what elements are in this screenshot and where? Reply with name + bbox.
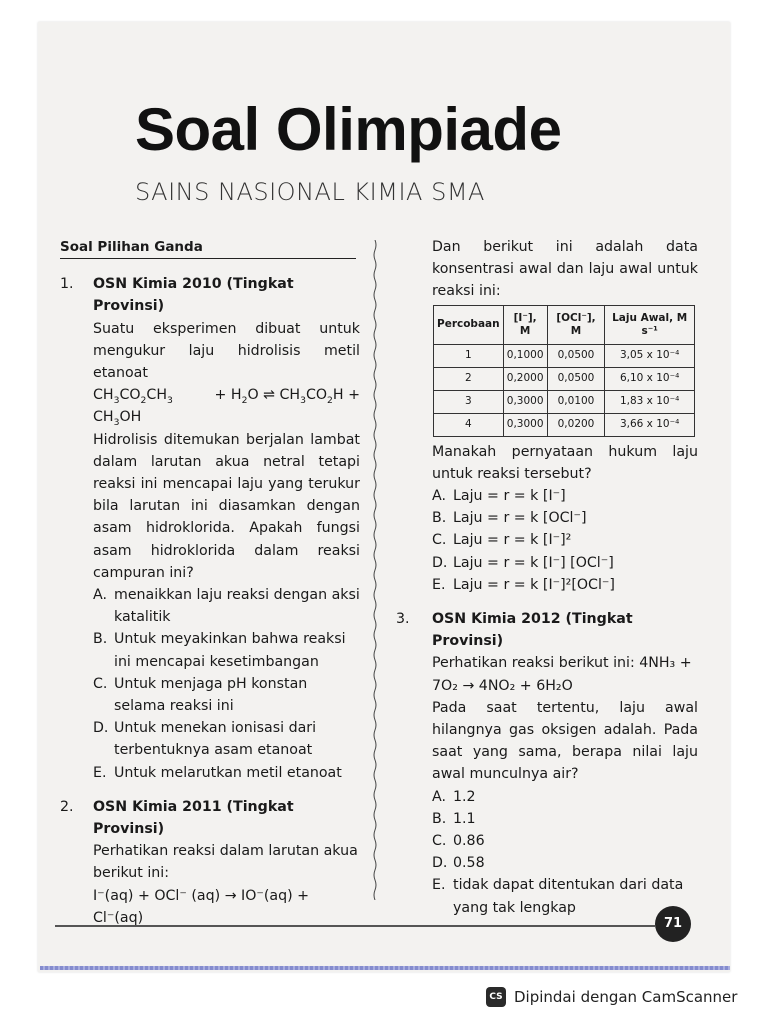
option-letter: E. bbox=[432, 877, 446, 894]
option-letter: B. bbox=[432, 510, 447, 527]
left-column bbox=[60, 236, 360, 937]
table-cell: 3 bbox=[434, 390, 504, 413]
eq-sub: 2 bbox=[241, 395, 248, 407]
option-d[interactable] bbox=[432, 552, 698, 574]
camscanner-watermark bbox=[486, 986, 737, 1008]
question-2-continued: Dan berikut ini adalah data konsentrasi awal dan laju awal untuk reaksi ini: bbox=[432, 239, 698, 300]
option-text: menaikkan laju reaksi dengan aksi katalitik bbox=[114, 587, 360, 626]
question-2-question: Manakah pernyataan hukum laju untuk reaksi tersebut? bbox=[432, 443, 698, 482]
table-cell: 0,2000 bbox=[503, 367, 547, 390]
question-2-intro: Perhatikan reaksi dalam larutan akua berikut ini: bbox=[93, 843, 358, 882]
scan-edge bbox=[40, 966, 730, 970]
question-1 bbox=[60, 273, 360, 784]
table-cell: 0,0100 bbox=[547, 390, 605, 413]
table-cell: 1,83 x 10⁻⁴ bbox=[605, 390, 695, 413]
option-b[interactable] bbox=[432, 808, 698, 830]
question-3-body: Pada saat tertentu, laju awal hilangnya gas oksigen adalah. Pada saat yang sama, berapa nilai laju awal munculnya air? bbox=[432, 699, 698, 783]
option-letter: C. bbox=[432, 532, 447, 549]
option-letter: D. bbox=[432, 855, 448, 872]
question-3-number: 3. bbox=[396, 611, 410, 628]
table-cell: 0,0500 bbox=[547, 367, 605, 390]
option-a[interactable] bbox=[432, 786, 698, 808]
option-c[interactable] bbox=[93, 673, 360, 717]
table-header-row bbox=[434, 305, 695, 344]
option-a[interactable] bbox=[93, 584, 360, 628]
table-cell: 4 bbox=[434, 413, 504, 436]
page-subtitle: SAINS NASIONAL KIMIA SMA bbox=[135, 178, 485, 206]
option-letter: E. bbox=[432, 576, 446, 593]
question-2 bbox=[60, 796, 360, 929]
table-header: [I⁻], M bbox=[503, 305, 547, 344]
table-row bbox=[434, 390, 695, 413]
option-d[interactable] bbox=[432, 852, 698, 874]
question-3 bbox=[396, 608, 698, 919]
table-cell: 6,10 x 10⁻⁴ bbox=[605, 367, 695, 390]
section-rule bbox=[60, 258, 356, 259]
question-2-answers bbox=[432, 441, 698, 596]
camscanner-logo-icon: CS bbox=[486, 987, 506, 1007]
eq-part: CO bbox=[305, 387, 328, 404]
option-text: Laju = r = k [I⁻]²[OCl⁻] bbox=[453, 576, 615, 593]
question-2-equation: I⁻(aq) + OCl⁻ (aq) → IO⁻(aq) + Cl⁻(aq) bbox=[93, 887, 310, 926]
option-text: Untuk menjaga pH konstan selama reaksi ini bbox=[114, 675, 308, 715]
option-letter: B. bbox=[93, 631, 108, 648]
option-text: 0.86 bbox=[453, 833, 485, 850]
option-text: Laju = r = k [OCl⁻] bbox=[453, 510, 587, 527]
table-header: Laju Awal, M s⁻¹ bbox=[605, 305, 695, 344]
eq-part: H + bbox=[332, 387, 360, 404]
option-text: 1.2 bbox=[453, 788, 476, 805]
table-cell: 2 bbox=[434, 367, 504, 390]
table-cell: 0,1000 bbox=[503, 344, 547, 367]
eq-sub: 3 bbox=[300, 395, 306, 407]
footer-rule bbox=[55, 925, 655, 927]
option-d[interactable] bbox=[93, 717, 360, 761]
table-row bbox=[434, 344, 695, 367]
eq-part: CO bbox=[119, 387, 141, 404]
table-cell: 0,3000 bbox=[503, 413, 547, 436]
question-1-body: Hidrolisis ditemukan berjalan lambat dalam larutan akua netral tetapi reaksi ini mencapai laju yang terukur bila larutan ini diasamkan dengan asam hidroklorida. Apakah fungsi asam hidroklorida dalam reaksi campuran ini? bbox=[93, 431, 360, 581]
option-letter: A. bbox=[432, 488, 446, 505]
option-c[interactable] bbox=[432, 830, 698, 852]
eq-part: CH bbox=[93, 409, 114, 426]
option-letter: E. bbox=[93, 764, 107, 781]
eq-part: CH bbox=[93, 387, 114, 404]
question-1-heading: OSN Kimia 2010 (Tingkat Provinsi) bbox=[93, 276, 294, 315]
option-a[interactable] bbox=[432, 485, 698, 507]
eq-part: CH bbox=[146, 387, 167, 404]
rate-data-table bbox=[433, 305, 695, 437]
table-cell: 3,05 x 10⁻⁴ bbox=[605, 344, 695, 367]
option-letter: A. bbox=[432, 788, 446, 805]
option-letter: A. bbox=[93, 587, 107, 604]
question-2-number: 2. bbox=[60, 798, 74, 815]
option-text: Laju = r = k [I⁻] [OCl⁻] bbox=[453, 554, 614, 571]
question-1-equation bbox=[93, 384, 360, 406]
page-title: Soal Olimpiade bbox=[135, 96, 562, 163]
option-e[interactable] bbox=[93, 762, 360, 784]
eq-part: O ⇌ CH bbox=[247, 387, 301, 404]
question-2-heading: OSN Kimia 2011 (Tingkat Provinsi) bbox=[93, 798, 294, 838]
eq-sub: 3 bbox=[113, 417, 120, 429]
camscanner-text: Dipindai dengan CamScanner bbox=[514, 988, 738, 1006]
eq-part: OH bbox=[119, 409, 142, 426]
option-e[interactable] bbox=[432, 574, 698, 596]
option-text: Untuk melarutkan metil etanoat bbox=[114, 764, 342, 781]
option-text: Laju = r = k [I⁻]² bbox=[453, 532, 572, 549]
eq-part: + H bbox=[214, 387, 242, 404]
option-text: 1.1 bbox=[453, 810, 476, 827]
option-b[interactable] bbox=[93, 628, 360, 672]
option-c[interactable] bbox=[432, 529, 698, 551]
question-3-intro: Perhatikan reaksi berikut ini: 4NH₃ + 7O₂ → 4NO₂ + 6H₂O bbox=[432, 655, 692, 694]
option-letter: D. bbox=[432, 554, 448, 571]
table-cell: 0,3000 bbox=[503, 390, 547, 413]
option-text: 0.58 bbox=[453, 855, 485, 872]
page-number-badge: 71 bbox=[655, 906, 691, 942]
option-b[interactable] bbox=[432, 507, 698, 529]
eq-sub: 2 bbox=[140, 395, 147, 407]
table-cell: 0,0200 bbox=[547, 413, 605, 436]
option-letter: B. bbox=[432, 810, 447, 827]
question-1-equation-cont bbox=[93, 406, 360, 428]
option-text: tidak dapat ditentukan dari data yang tak lengkap bbox=[453, 877, 684, 916]
table-header: Percobaan bbox=[434, 305, 504, 344]
column-divider bbox=[372, 240, 378, 900]
option-text: Untuk menekan ionisasi dari terbentuknya asam etanoat bbox=[114, 720, 317, 759]
right-column bbox=[396, 236, 698, 927]
question-1-number: 1. bbox=[60, 276, 74, 293]
option-text: Untuk meyakinkan bahwa reaksi ini mencapai kesetimbangan bbox=[114, 631, 346, 670]
eq-sub: 3 bbox=[166, 395, 173, 407]
table-row bbox=[434, 413, 695, 436]
section-heading: Soal Pilihan Ganda bbox=[60, 239, 203, 255]
option-text: Laju = r = k [I⁻] bbox=[453, 488, 566, 505]
eq-sub: 3 bbox=[113, 395, 120, 407]
question-3-heading: OSN Kimia 2012 (Tingkat Provinsi) bbox=[432, 611, 633, 650]
table-header: [OCl⁻], M bbox=[547, 305, 605, 344]
question-1-intro: Suatu eksperimen dibuat untuk mengukur laju hidrolisis metil etanoat bbox=[93, 320, 360, 382]
option-letter: D. bbox=[93, 720, 109, 737]
table-row bbox=[434, 367, 695, 390]
table-cell: 1 bbox=[434, 344, 504, 367]
option-letter: C. bbox=[432, 833, 447, 850]
table-cell: 3,66 x 10⁻⁴ bbox=[605, 413, 695, 436]
eq-sub: 2 bbox=[327, 395, 333, 407]
option-letter: C. bbox=[93, 675, 108, 692]
table-cell: 0,0500 bbox=[547, 344, 605, 367]
